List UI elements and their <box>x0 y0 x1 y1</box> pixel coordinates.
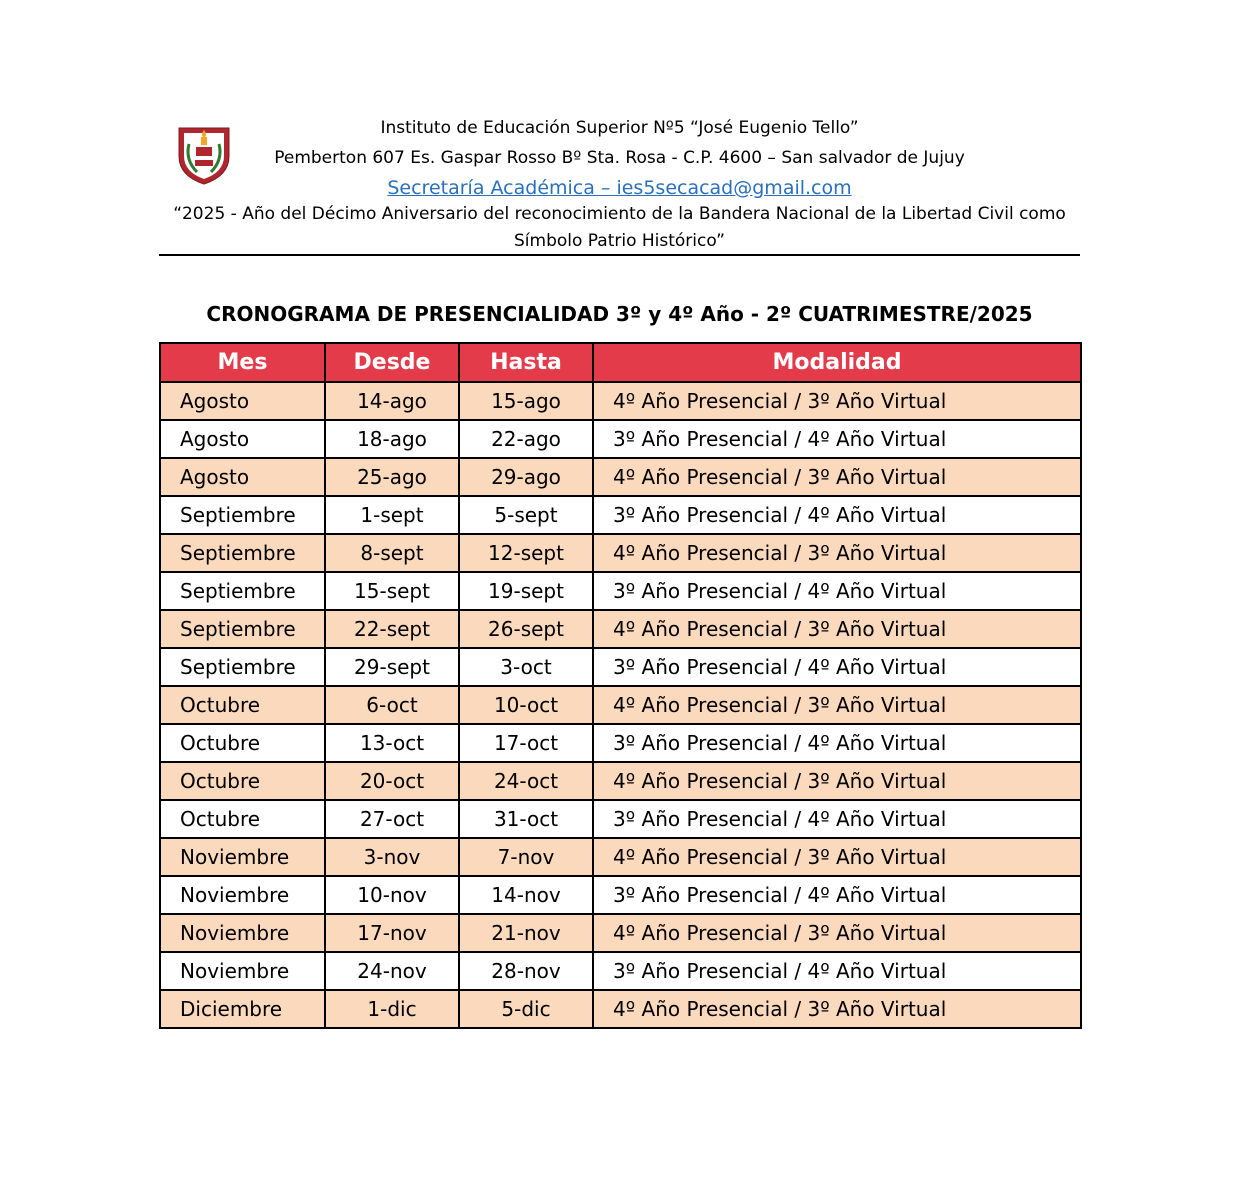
table-row <box>160 382 1081 420</box>
motto-line-2: Símbolo Patrio Histórico” <box>514 231 725 251</box>
cell-mes: Octubre <box>160 724 325 762</box>
cell-modalidad: 4º Año Presencial / 3º Año Virtual <box>593 914 1081 952</box>
table-row <box>160 610 1081 648</box>
cell-desde: 14-ago <box>325 382 459 420</box>
cell-mes: Noviembre <box>160 952 325 990</box>
cell-modalidad: 3º Año Presencial / 4º Año Virtual <box>593 572 1081 610</box>
cell-modalidad: 3º Año Presencial / 4º Año Virtual <box>593 876 1081 914</box>
table-row <box>160 420 1081 458</box>
cell-mes: Noviembre <box>160 838 325 876</box>
table-row <box>160 990 1081 1028</box>
table-row <box>160 762 1081 800</box>
header-divider <box>159 254 1080 256</box>
institution-address: Pemberton 607 Es. Gaspar Rosso Bº Sta. Rosa - C.P. 4600 – San salvador de Jujuy <box>274 148 965 168</box>
cell-mes: Agosto <box>160 382 325 420</box>
institution-name: Instituto de Educación Superior Nº5 “José Eugenio Tello” <box>380 118 859 138</box>
cell-desde: 15-sept <box>325 572 459 610</box>
cell-desde: 8-sept <box>325 534 459 572</box>
cell-desde: 1-dic <box>325 990 459 1028</box>
contact-link[interactable]: Secretaría Académica – ies5secacad@gmail.com <box>387 177 852 199</box>
cell-hasta: 10-oct <box>459 686 593 724</box>
cell-modalidad: 4º Año Presencial / 3º Año Virtual <box>593 382 1081 420</box>
cell-desde: 20-oct <box>325 762 459 800</box>
column-header-desde: Desde <box>325 343 459 382</box>
cell-hasta: 24-oct <box>459 762 593 800</box>
cell-modalidad: 3º Año Presencial / 4º Año Virtual <box>593 952 1081 990</box>
table-row <box>160 648 1081 686</box>
cell-hasta: 17-oct <box>459 724 593 762</box>
schedule-rows <box>160 382 1081 1028</box>
cell-modalidad: 4º Año Presencial / 3º Año Virtual <box>593 762 1081 800</box>
table-row <box>160 952 1081 990</box>
table-row <box>160 458 1081 496</box>
cell-mes: Agosto <box>160 458 325 496</box>
column-header-modalidad: Modalidad <box>593 343 1081 382</box>
cell-desde: 3-nov <box>325 838 459 876</box>
cell-mes: Octubre <box>160 686 325 724</box>
page-title: CRONOGRAMA DE PRESENCIALIDAD 3º y 4º Año - 2º CUATRIMESTRE/2025 <box>206 302 1033 326</box>
cell-mes: Diciembre <box>160 990 325 1028</box>
cell-hasta: 12-sept <box>459 534 593 572</box>
cell-mes: Octubre <box>160 762 325 800</box>
cell-hasta: 31-oct <box>459 800 593 838</box>
table-row <box>160 572 1081 610</box>
cell-hasta: 29-ago <box>459 458 593 496</box>
cell-mes: Septiembre <box>160 496 325 534</box>
cell-mes: Septiembre <box>160 610 325 648</box>
table-row <box>160 876 1081 914</box>
cell-desde: 29-sept <box>325 648 459 686</box>
cell-desde: 10-nov <box>325 876 459 914</box>
cell-desde: 17-nov <box>325 914 459 952</box>
cell-mes: Agosto <box>160 420 325 458</box>
cell-hasta: 14-nov <box>459 876 593 914</box>
cell-modalidad: 3º Año Presencial / 4º Año Virtual <box>593 420 1081 458</box>
cell-mes: Octubre <box>160 800 325 838</box>
column-header-mes: Mes <box>160 343 325 382</box>
cell-desde: 24-nov <box>325 952 459 990</box>
table-header-row <box>160 343 1081 382</box>
cell-hasta: 15-ago <box>459 382 593 420</box>
table-row <box>160 496 1081 534</box>
table-row <box>160 914 1081 952</box>
cell-mes: Noviembre <box>160 876 325 914</box>
document-header <box>159 110 1080 256</box>
cell-desde: 27-oct <box>325 800 459 838</box>
cell-hasta: 28-nov <box>459 952 593 990</box>
table-row <box>160 686 1081 724</box>
table-row <box>160 838 1081 876</box>
cell-modalidad: 3º Año Presencial / 4º Año Virtual <box>593 724 1081 762</box>
cell-hasta: 5-dic <box>459 990 593 1028</box>
cell-modalidad: 3º Año Presencial / 4º Año Virtual <box>593 496 1081 534</box>
cell-hasta: 5-sept <box>459 496 593 534</box>
cell-hasta: 19-sept <box>459 572 593 610</box>
cell-desde: 18-ago <box>325 420 459 458</box>
cell-modalidad: 4º Año Presencial / 3º Año Virtual <box>593 534 1081 572</box>
motto-line-1: “2025 - Año del Décimo Aniversario del reconocimiento de la Bandera Nacional de la Libertad Civil como <box>173 204 1066 224</box>
cell-desde: 25-ago <box>325 458 459 496</box>
cell-modalidad: 4º Año Presencial / 3º Año Virtual <box>593 458 1081 496</box>
column-header-hasta: Hasta <box>459 343 593 382</box>
cell-mes: Septiembre <box>160 648 325 686</box>
cell-hasta: 26-sept <box>459 610 593 648</box>
cell-modalidad: 4º Año Presencial / 3º Año Virtual <box>593 838 1081 876</box>
cell-mes: Septiembre <box>160 534 325 572</box>
cell-mes: Septiembre <box>160 572 325 610</box>
cell-modalidad: 4º Año Presencial / 3º Año Virtual <box>593 686 1081 724</box>
table-row <box>160 800 1081 838</box>
cell-modalidad: 3º Año Presencial / 4º Año Virtual <box>593 648 1081 686</box>
schedule-table <box>159 342 1082 1029</box>
cell-desde: 13-oct <box>325 724 459 762</box>
cell-modalidad: 4º Año Presencial / 3º Año Virtual <box>593 990 1081 1028</box>
cell-modalidad: 3º Año Presencial / 4º Año Virtual <box>593 800 1081 838</box>
cell-hasta: 3-oct <box>459 648 593 686</box>
table-row <box>160 724 1081 762</box>
cell-hasta: 22-ago <box>459 420 593 458</box>
cell-desde: 6-oct <box>325 686 459 724</box>
cell-hasta: 7-nov <box>459 838 593 876</box>
cell-mes: Noviembre <box>160 914 325 952</box>
cell-hasta: 21-nov <box>459 914 593 952</box>
cell-desde: 22-sept <box>325 610 459 648</box>
cell-modalidad: 4º Año Presencial / 3º Año Virtual <box>593 610 1081 648</box>
table-row <box>160 534 1081 572</box>
cell-desde: 1-sept <box>325 496 459 534</box>
